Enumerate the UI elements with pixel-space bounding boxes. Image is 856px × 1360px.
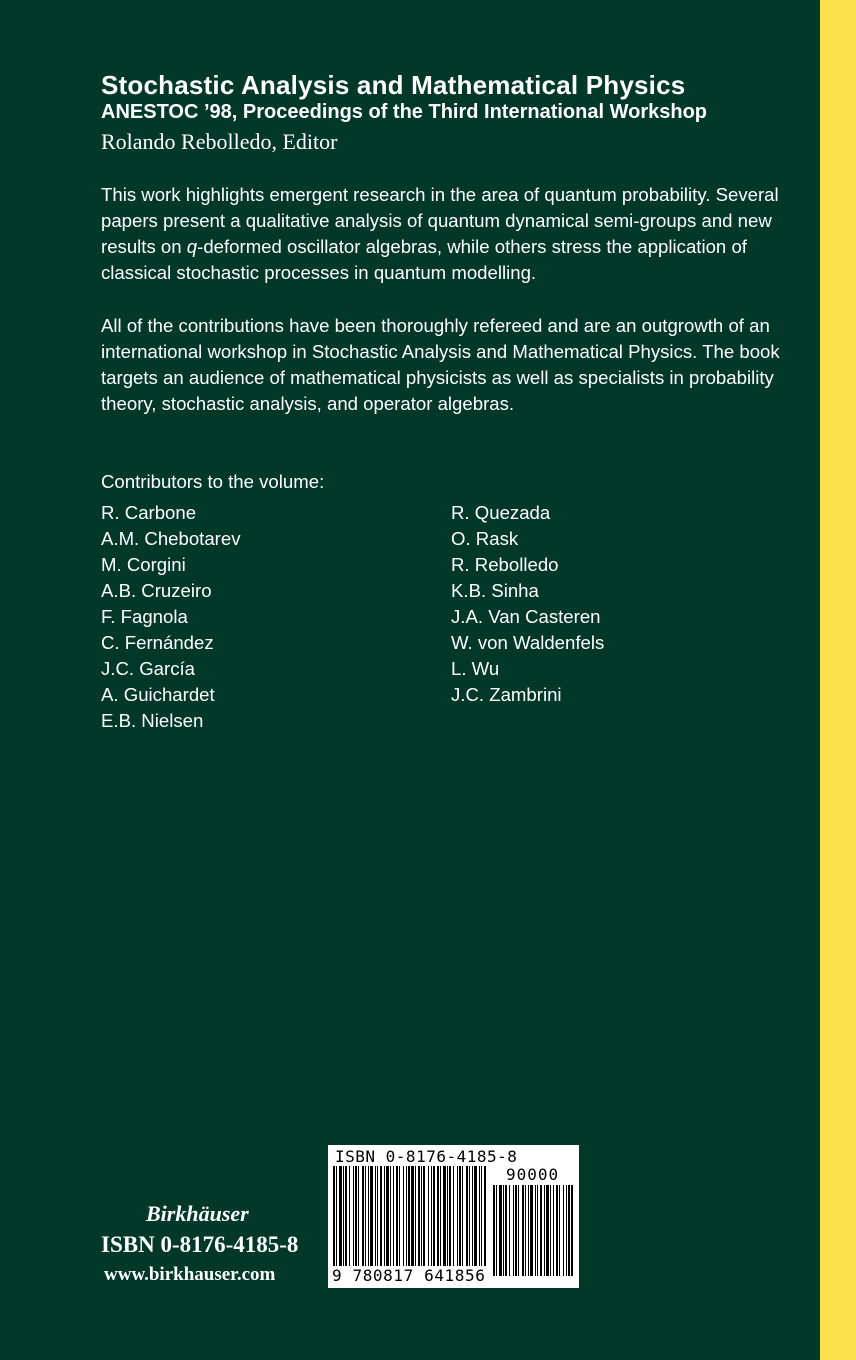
ean-barcode-bars <box>333 1166 488 1276</box>
barcode-bar <box>431 1166 432 1276</box>
contributor-name: J.C. Zambrini <box>451 684 562 705</box>
book-subtitle: ANESTOC ’98, Proceedings of the Third International Workshop <box>101 101 708 123</box>
barcode-bar <box>437 1166 439 1276</box>
contributor-name: A. Guichardet <box>101 684 215 705</box>
book-title: Stochastic Analysis and Mathematical Physics <box>101 70 686 100</box>
barcode-bar <box>457 1166 458 1276</box>
barcode-bar <box>333 1166 335 1276</box>
barcode-bar <box>509 1185 510 1276</box>
barcode-bar <box>370 1166 373 1276</box>
description-paragraph-2: All of the contributions have been thoroughly refereed and are an outgrowth of an international workshop in Stochastic Analysis and Mathematical Physics. The book targets an audience of mathematical physicists as well as specialists in probability theory, stochastic analysis, and operator algebras. <box>101 315 780 414</box>
barcode-bar <box>462 1166 463 1276</box>
barcode-bar <box>433 1166 435 1276</box>
barcode-bar <box>408 1166 410 1276</box>
barcode-bar <box>496 1185 497 1276</box>
barcode-bar <box>345 1166 347 1276</box>
barcode-bar <box>544 1185 545 1276</box>
book-editor: Rolando Rebolledo, Editor <box>101 129 338 154</box>
contributor-name: A.B. Cruzeiro <box>101 580 212 601</box>
barcode-bar <box>503 1185 504 1276</box>
barcode-bar <box>484 1166 486 1276</box>
contributors-left-column <box>101 500 241 734</box>
barcode-bar <box>518 1185 519 1276</box>
barcode-bar <box>550 1185 551 1276</box>
barcode-bar <box>399 1166 400 1276</box>
barcode-bar <box>537 1185 538 1276</box>
barcode-bar <box>559 1185 560 1276</box>
publisher-website: www.birkhauser.com <box>104 1264 276 1285</box>
contributor-name: R. Quezada <box>451 502 551 523</box>
contributors-right-column <box>451 500 604 708</box>
barcode-bar <box>411 1166 414 1276</box>
barcode-bar <box>358 1166 359 1276</box>
barcode-bar <box>563 1185 564 1276</box>
barcode-bar <box>390 1166 391 1276</box>
barcode-bar <box>443 1166 446 1276</box>
contributor-name: J.C. García <box>101 658 196 679</box>
barcode-bar <box>403 1166 404 1276</box>
barcode-bar <box>453 1166 454 1276</box>
barcode-bar <box>339 1166 342 1276</box>
contributor-name: E.B. Nielsen <box>101 710 204 731</box>
contributors-heading: Contributors to the volume: <box>101 471 325 492</box>
barcode-bar <box>380 1166 382 1276</box>
barcode-bar <box>459 1166 461 1276</box>
barcode-bar <box>568 1185 570 1276</box>
barcode-bar <box>423 1166 425 1276</box>
barcode-bar <box>566 1185 567 1276</box>
barcode-bar <box>540 1185 542 1276</box>
addon-barcode-bars <box>493 1185 573 1276</box>
yellow-spine-strip <box>820 0 856 1360</box>
contributor-name: A.M. Chebotarev <box>101 528 241 549</box>
barcode-bar <box>505 1185 507 1276</box>
publisher-isbn: ISBN 0-8176-4185-8 <box>101 1232 299 1257</box>
barcode-bar <box>384 1166 385 1276</box>
barcode-bar <box>528 1185 529 1276</box>
contributor-name: R. Rebolledo <box>451 554 559 575</box>
barcode-bar <box>447 1166 448 1276</box>
barcode-bar <box>479 1166 480 1276</box>
barcode-bar <box>525 1185 526 1276</box>
description-paragraph-1 <box>101 182 791 286</box>
barcode-bar <box>377 1166 378 1276</box>
barcode-bar <box>553 1185 554 1276</box>
barcode-bar <box>474 1166 477 1276</box>
barcode-bar <box>571 1185 573 1276</box>
description-text-part: -deformed oscillator algebras, while others stress the application of classical stochastic processes in quantum modelling. <box>101 236 747 283</box>
barcode-bar <box>353 1166 354 1276</box>
contributor-name: J.A. Van Casteren <box>451 606 601 627</box>
description-text-part: This work highlights emergent research in the area of quantum probability. Several papers present a qualitative analysis of quantum dynamical semi-groups and new results on <box>101 184 779 257</box>
barcode-bar <box>396 1166 398 1276</box>
barcode-bar <box>466 1166 468 1276</box>
barcode-bar <box>556 1185 558 1276</box>
barcode-bar <box>386 1166 389 1276</box>
publisher-name: Birkhäuser <box>146 1201 249 1226</box>
barcode-bar <box>513 1185 514 1276</box>
barcode-bar <box>336 1166 337 1276</box>
barcode-bar <box>469 1166 470 1276</box>
barcode-bar <box>515 1185 517 1276</box>
contributor-name: K.B. Sinha <box>451 580 539 601</box>
barcode-addon-digits: 90000 <box>506 1165 560 1184</box>
barcode-isbn-label: ISBN 0-8176-4185-8 <box>335 1147 518 1166</box>
contributor-name: W. von Waldenfels <box>451 632 605 653</box>
barcode-bar <box>349 1166 350 1276</box>
barcode-bar <box>530 1185 533 1276</box>
barcode-bar <box>440 1166 441 1276</box>
barcode-ean-digits: 9 780817 641856 <box>332 1266 486 1285</box>
barcode-bar <box>472 1166 473 1276</box>
barcode-bar <box>355 1166 357 1276</box>
contributor-name: F. Fagnola <box>101 606 188 627</box>
barcode-bar <box>428 1166 429 1276</box>
barcode-bar <box>415 1166 416 1276</box>
contributor-name: M. Corgini <box>101 554 186 575</box>
barcode-bar <box>546 1185 549 1276</box>
contributor-name: L. Wu <box>451 658 500 679</box>
barcode-bar <box>493 1185 495 1276</box>
barcode-bar <box>449 1166 451 1276</box>
barcode-bar <box>375 1166 376 1276</box>
barcode-bar <box>365 1166 366 1276</box>
barcode-bar <box>481 1166 482 1276</box>
barcode-bar <box>421 1166 422 1276</box>
barcode-bar <box>343 1166 344 1276</box>
barcode-bar <box>418 1166 420 1276</box>
contributor-name: C. Fernández <box>101 632 214 653</box>
barcode-bar <box>535 1185 536 1276</box>
barcode-bar <box>368 1166 369 1276</box>
barcode-bar <box>406 1166 407 1276</box>
description-italic-q: q <box>186 236 198 257</box>
barcode-bar <box>522 1185 524 1276</box>
barcode-bar <box>499 1185 502 1276</box>
barcode-bar <box>393 1166 394 1276</box>
contributor-name: O. Rask <box>451 528 519 549</box>
contributor-name: R. Carbone <box>101 502 197 523</box>
barcode-panel <box>328 1145 579 1288</box>
barcode-bar <box>362 1166 364 1276</box>
